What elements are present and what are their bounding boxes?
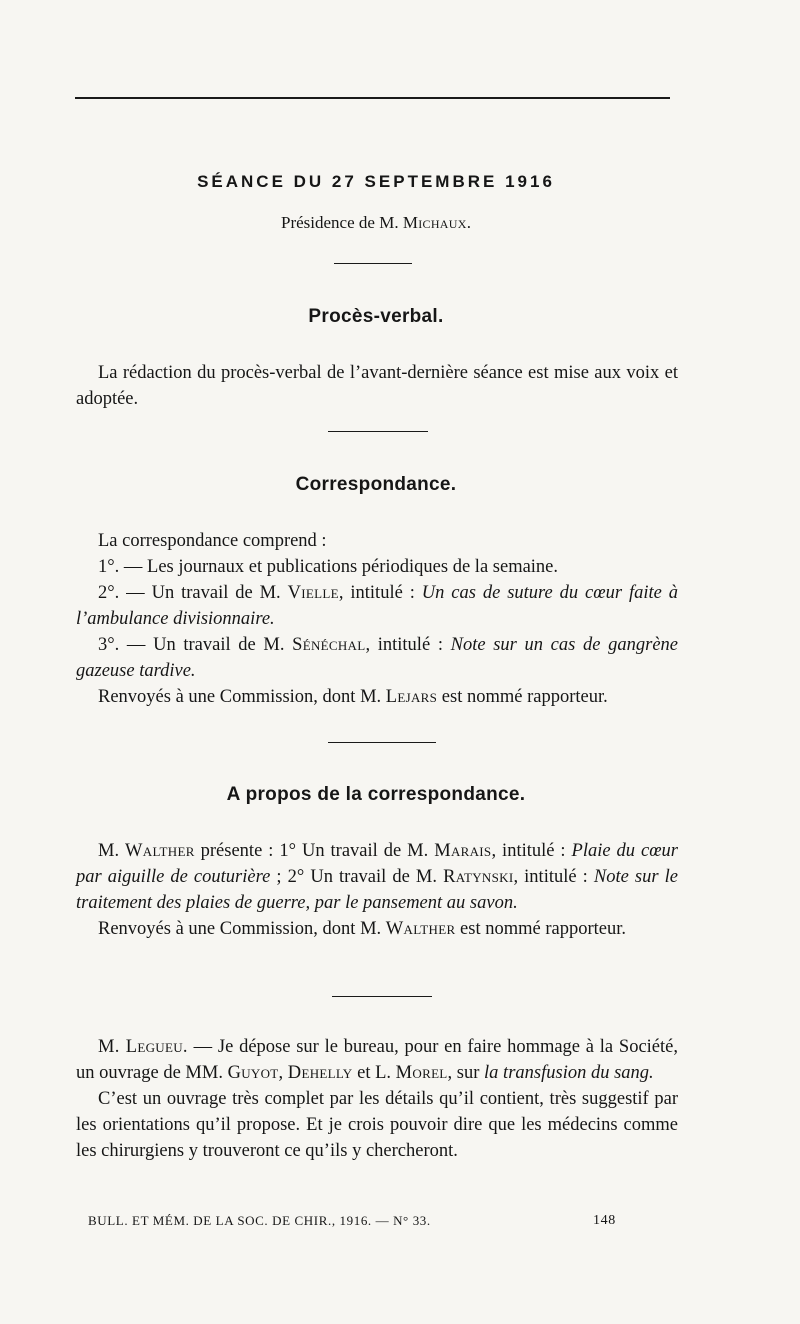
author-name: Marais (434, 841, 492, 861)
correspondance-referral: Renvoyés à une Commission, dont M. Lejars est nommé rapporteur. (98, 687, 608, 707)
a-propos-referral: Renvoyés à une Commission, dont M. Walther est nommé rapporteur. (98, 919, 626, 939)
correspondance-item-3: 3°. — Un travail de M. Sénéchal, intitulé : Note sur un cas de gangrène gazeuse tardive. (76, 635, 678, 681)
legueu-text (76, 1034, 678, 1164)
work-title: Un cas de suture du cœur faite à l’ambulance divisionnaire. (76, 583, 678, 629)
correspondance-intro: La correspondance comprend : (98, 531, 327, 551)
rapporteur-name: Walther (385, 919, 456, 939)
page-footer (88, 1213, 628, 1229)
session-title: SÉANCE DU 27 SEPTEMBRE 1916 (197, 172, 555, 191)
correspondance-text (76, 528, 678, 710)
author-name: Guyot (227, 1063, 279, 1083)
work-title: Note sur un cas de gangrène gazeuse tardive. (76, 635, 678, 681)
proces-verbal-text: La rédaction du procès-verbal de l’avant-dernière séance est mise aux voix et adoptée. (76, 363, 678, 409)
heading-a-propos: A propos de la correspondance. (226, 784, 526, 805)
work-title: Note sur le traitement des plaies de guerre, par le pansement au savon. (76, 867, 678, 913)
separator-rule (328, 431, 428, 432)
author-name: Vielle (287, 583, 339, 603)
author-name: Sénéchal (292, 635, 366, 655)
heading-correspondance: Correspondance. (295, 474, 457, 495)
legueu-paragraph-1: M. Legueu. — Je dépose sur le bureau, pour en faire hommage à la Société, un ouvrage de MM. Guyot, Dehelly et L. Morel, sur la transfusion du sang. (76, 1037, 678, 1083)
footer-citation: BULL. ET MÉM. DE LA SOC. DE CHIR., 1916. — N° 33. (88, 1213, 431, 1228)
separator-rule (332, 996, 432, 997)
heading-proces-verbal: Procès-verbal. (308, 306, 444, 327)
presidency-line: Présidence de M. Michaux. (281, 213, 471, 232)
correspondance-item-2: 2°. — Un travail de M. Vielle, intitulé : Un cas de suture du cœur faite à l’ambulance divisionnaire. (76, 583, 678, 629)
page-number: 148 (593, 1213, 616, 1228)
book-title: la transfusion du sang. (484, 1063, 654, 1083)
work-title: Plaie du cœur par aiguille de couturière (76, 841, 678, 887)
president-name: Michaux (402, 213, 467, 232)
separator-rule (328, 742, 436, 743)
speaker-name: M. Legueu. (98, 1037, 188, 1057)
separator-rule (334, 263, 412, 264)
legueu-paragraph-2: C’est un ouvrage très complet par les détails qu’il contient, très suggestif par les orientations qu’il propose. Et je crois pouvoir dire que les médecins comme les chirurgiens y trouveront ce qu’ils y chercheront. (76, 1089, 678, 1161)
presenter-name: Walther (125, 841, 195, 861)
a-propos-text (76, 838, 678, 942)
rapporteur-name: Lejars (385, 687, 438, 707)
author-name: Ratynski (443, 867, 514, 887)
author-name: Dehelly (287, 1063, 353, 1083)
top-rule (75, 97, 670, 99)
author-name: Morel (395, 1063, 448, 1083)
correspondance-item-1: 1°. — Les journaux et publications périodiques de la semaine. (98, 557, 559, 577)
a-propos-paragraph: M. Walther présente : 1° Un travail de M. Marais, intitulé : Plaie du cœur par aiguille de couturière ; 2° Un travail de M. Ratynski, intitulé : Note sur le traitement des plaies de guerre, par le pansement au savon. (76, 841, 678, 913)
